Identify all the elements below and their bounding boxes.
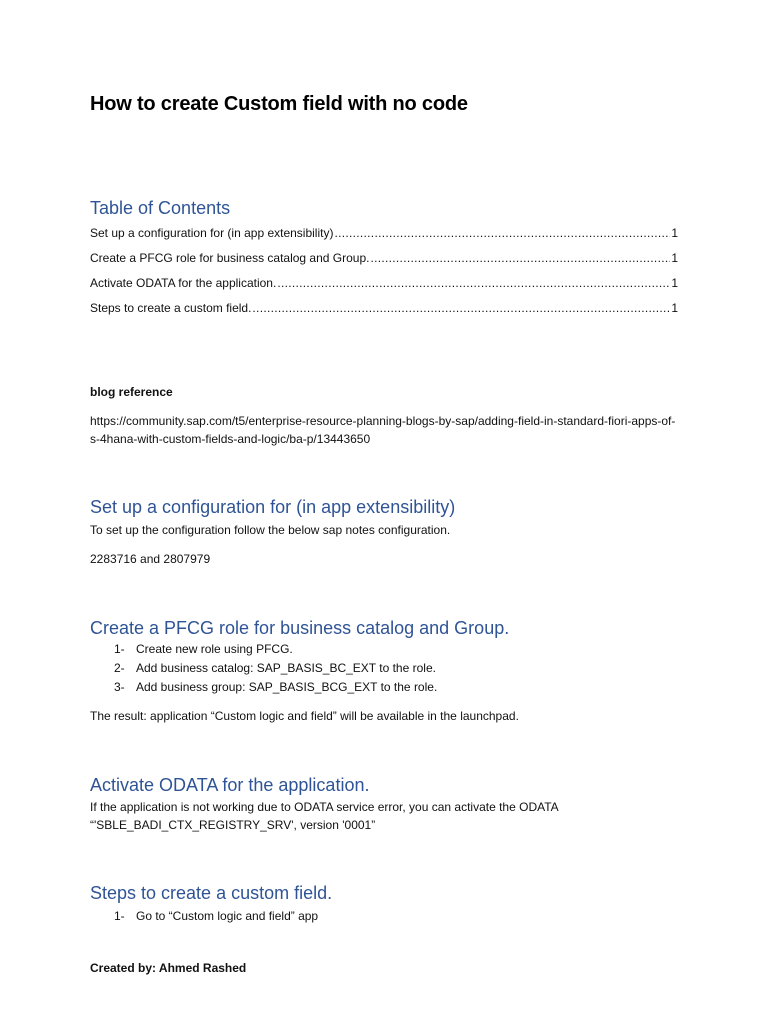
section-heading-steps: Steps to create a custom field. <box>90 883 333 903</box>
sap-notes-numbers: 2283716 and 2807979 <box>90 552 211 566</box>
toc-page-number[interactable]: 1 <box>671 276 678 290</box>
toc-heading: Table of Contents <box>90 198 231 218</box>
list-item-text: Add business catalog: SAP_BASIS_BC_EXT to the role. <box>136 661 436 675</box>
list-marker: 1- <box>114 642 125 656</box>
toc-page-number[interactable]: 1 <box>671 226 678 240</box>
list-item <box>90 640 437 659</box>
section-heading-odata: Activate ODATA for the application. <box>90 775 370 795</box>
toc-entry-pfcg[interactable] <box>90 249 678 274</box>
toc-entry-text[interactable]: Steps to create a custom field. <box>90 301 252 315</box>
toc-page-number[interactable]: 1 <box>671 301 678 315</box>
blog-reference-label: blog reference <box>90 385 173 399</box>
pfcg-result-paragraph: The result: application “Custom logic and field” will be available in the launchpad. <box>90 709 519 723</box>
toc-dot-leader <box>277 274 670 292</box>
toc-entry-odata[interactable] <box>90 274 678 299</box>
toc-entry-setup[interactable] <box>90 224 678 249</box>
document-title: How to create Custom field with no code <box>90 93 468 115</box>
custom-field-steps-list <box>90 907 318 926</box>
toc-entry-text[interactable]: Activate ODATA for the application. <box>90 276 277 290</box>
list-item-text: Create new role using PFCG. <box>136 642 293 656</box>
section-heading-setup: Set up a configuration for (in app extensibility) <box>90 497 456 517</box>
list-marker: 3- <box>114 680 125 694</box>
list-marker: 1- <box>114 909 125 923</box>
pfcg-steps-list <box>90 640 437 697</box>
list-item <box>90 678 437 697</box>
list-item-text: Add business group: SAP_BASIS_BCG_EXT to the role. <box>136 680 438 694</box>
toc-dot-leader <box>334 224 670 242</box>
list-item-text: Go to “Custom logic and field” app <box>136 909 319 923</box>
toc-dot-leader <box>252 299 670 317</box>
section-heading-pfcg: Create a PFCG role for business catalog and Group. <box>90 618 510 638</box>
toc-entry-steps[interactable] <box>90 299 678 324</box>
list-marker: 2- <box>114 661 125 675</box>
author-credit: Created by: Ahmed Rashed <box>90 961 247 975</box>
document-page <box>90 0 678 1024</box>
toc-entry-text[interactable]: Set up a configuration for (in app extensibility) <box>90 226 334 240</box>
toc-dot-leader <box>370 249 670 267</box>
blog-reference-url[interactable]: https://community.sap.com/t5/enterprise-resource-planning-blogs-by-sap/adding-field-in-standard-fiori-apps-of-s-4hana-with-custom-fields-and-logic/ba-p/13443650 <box>90 414 676 446</box>
toc-entry-text[interactable]: Create a PFCG role for business catalog and Group. <box>90 251 370 265</box>
odata-paragraph: If the application is not working due to ODATA service error, you can activate the ODATA “'SBLE_BADI_CTX_REGISTRY_SRV', version '0001” <box>90 800 558 832</box>
setup-paragraph: To set up the configuration follow the below sap notes configuration. <box>90 523 451 537</box>
table-of-contents <box>90 224 678 324</box>
list-item <box>90 659 437 678</box>
toc-page-number[interactable]: 1 <box>671 251 678 265</box>
list-item <box>90 907 318 926</box>
